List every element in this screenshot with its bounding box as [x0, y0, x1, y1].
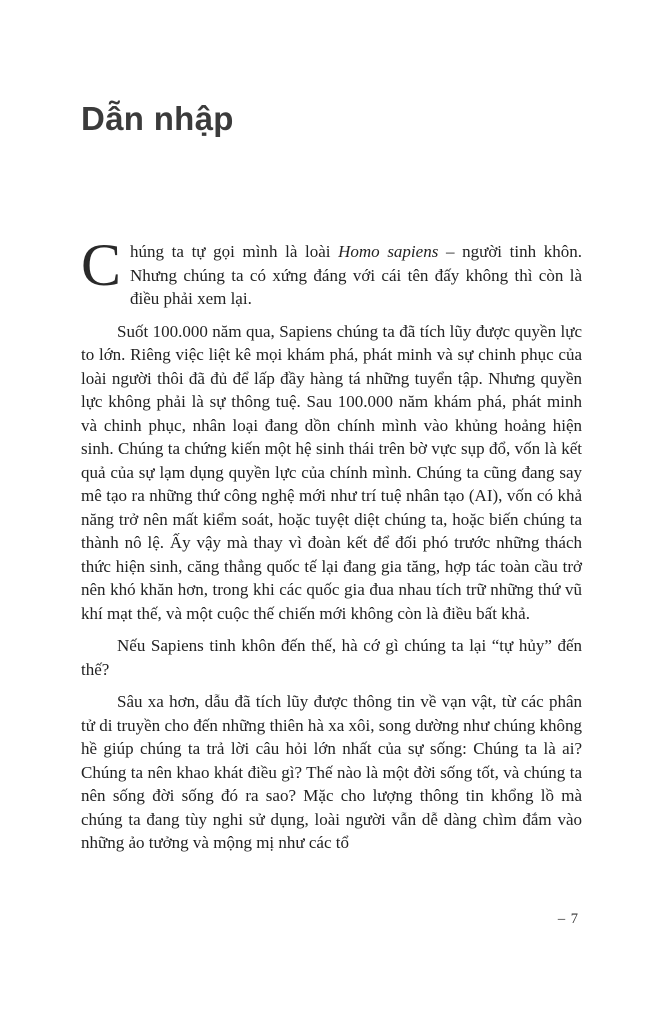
body-text	[81, 232, 582, 855]
intro-text-before-italic: húng ta tự gọi mình là loài	[130, 242, 339, 261]
chapter-title: Dẫn nhập	[81, 100, 234, 137]
paragraph-information: Sâu xa hơn, dẫu đã tích lũy được thông tin về vạn vật, từ các phân tử di truyền cho đến những thiên hà xa xôi, song dường như chúng không hề giúp chúng ta trả lời câu hỏi lớn nhất của sự sống: Chúng ta là ai? Chúng ta nên khao khát điều gì? Thế nào là một đời sống tốt, và chúng ta nên sống đời sống đó ra sao? Mặc cho lượng thông tin khổng lồ mà chúng ta đang tùy nghi sử dụng, loài người vẫn dễ dàng chìm đắm vào những ảo tưởng và mộng mị như các tổ	[81, 692, 582, 852]
paragraph-intro	[81, 232, 582, 311]
intro-text-after-italic: – người tinh khôn. Nhưng chúng ta có xứng đáng với cái tên đấy không thì còn là điều phải xem lại.	[130, 242, 582, 308]
dropcap-letter: C	[81, 232, 122, 298]
paragraph-power: Suốt 100.000 năm qua, Sapiens chúng ta đã tích lũy được quyền lực to lớn. Riêng việc liệt kê mọi khám phá, phát minh và sự chinh phục của loài người thôi đã đủ để lấp đầy hàng tá những tuyển tập. Nhưng quyền lực không phải là sự thông tuệ. Sau 100.000 năm khám phá, phát minh và chinh phục, nhân loại đang dồn chính mình vào khủng hoảng hiện sinh. Chúng ta chứng kiến một hệ sinh thái trên bờ vực sụp đổ, vốn là kết quả của sự lạm dụng quyền lực của chính mình. Chúng ta cũng đang say mê tạo ra những thứ công nghệ mới như trí tuệ nhân tạo (AI), vốn có khả năng trở nên mất kiểm soát, hoặc tuyệt diệt chúng ta, hoặc biến chúng ta thành nô lệ. Ấy vậy mà thay vì đoàn kết để đối phó trước những thách thức hiện sinh, căng thẳng quốc tế lại đang gia tăng, hợp tác toàn cầu trở nên khó khăn hơn, trong khi các quốc gia đua nhau tích trữ những thứ vũ khí mạt thế, và một cuộc thế chiến mới không còn là điều bất khả.	[81, 321, 582, 623]
page-number: – 7	[557, 911, 579, 927]
paragraph-question: Nếu Sapiens tinh khôn đến thế, hà cớ gì chúng ta lại “tự hủy” đến thế?	[81, 636, 582, 679]
species-name-italic: Homo sapiens	[338, 242, 439, 261]
